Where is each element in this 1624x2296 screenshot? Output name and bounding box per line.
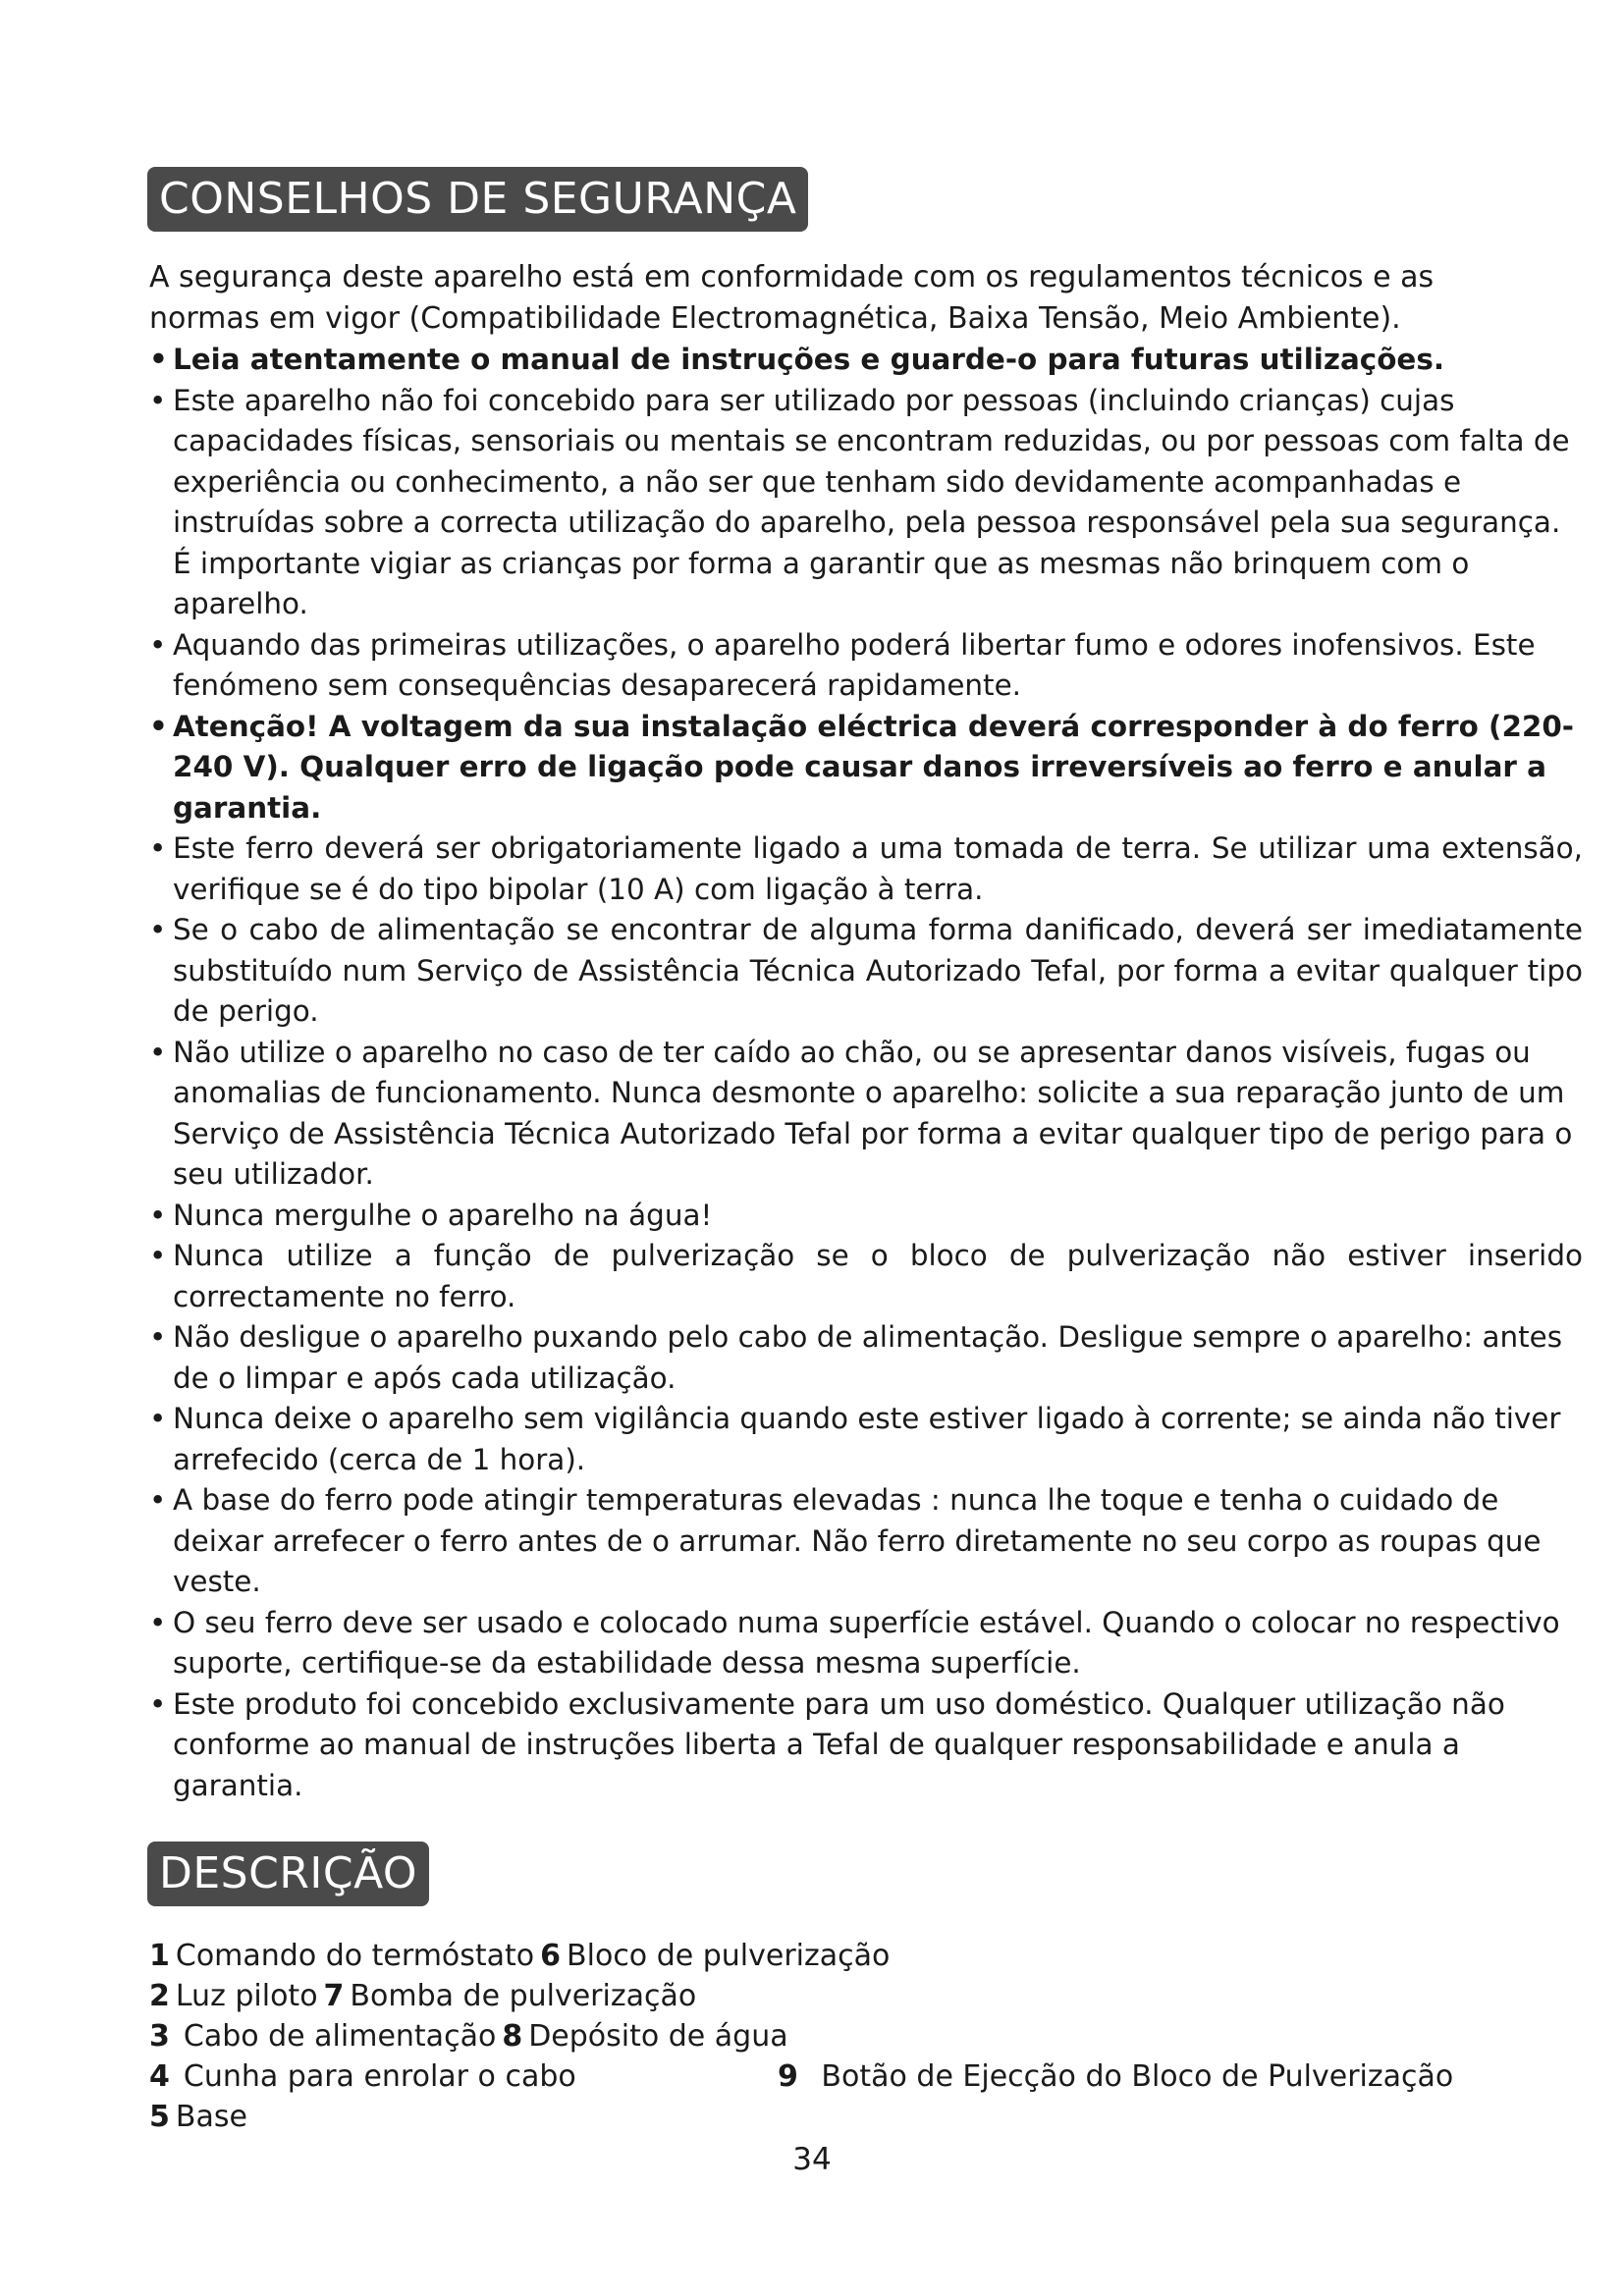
part-number: 7 <box>323 1979 345 2013</box>
safety-item: • O seu ferro deve ser usado e colocado numa superfície estável. Quando o colocar no respectivo suporte, certifique-se da estabilidade dessa mesma superfície. <box>149 1603 1583 1684</box>
safety-item: • A base do ferro pode atingir temperaturas elevadas : nunca lhe toque e tenha o cuidado de deixar arrefecer o ferro antes de o arrumar. Não ferro diretamente no seu corpo as roupas que veste. <box>149 1480 1583 1603</box>
part-number: 6 <box>540 1939 562 1973</box>
safety-item: • Este produto foi concebido exclusivamente para um uso doméstico. Qualquer utilização não conforme ao manual de instruções liberta a Tefal de qualquer responsabilidade e anula a garantia. <box>149 1684 1583 1807</box>
part-label: Cabo de alimentação <box>183 2019 497 2054</box>
part-number: 9 <box>778 2059 798 2094</box>
safety-item: • Aquando das primeiras utilizações, o aparelho poderá libertar fumo e odores inofensivos. Este fenómeno sem consequências desaparecerá rapidamente. <box>149 625 1583 707</box>
safety-item: • Atenção! A voltagem da sua instalação eléctrica deverá corresponder à do ferro (220-240 V). Qualquer erro de ligação pode causar danos irreversíveis ao ferro e anular a garantia. <box>149 707 1583 829</box>
part-label: Base <box>175 2100 247 2134</box>
part-label: Cunha para enrolar o cabo <box>183 2059 576 2094</box>
safety-item: • Não desligue o aparelho puxando pelo cabo de alimentação. Desligue sempre o aparelho: antes de o limpar e após cada utilização. <box>149 1317 1583 1399</box>
part-number: 8 <box>502 2019 523 2054</box>
safety-item: • Nunca utilize a função de pulverização se o bloco de pulverização não estiver inserido correctamente no ferro. <box>149 1236 1583 1317</box>
part-number: 5 <box>149 2100 170 2134</box>
part-label: Botão de Ejecção do Bloco de Pulverização <box>821 2059 1454 2094</box>
parts-row <box>149 2056 1524 2097</box>
parts-column-2 <box>778 2056 1453 2097</box>
safety-item: • Não utilize o aparelho no caso de ter caído ao chão, ou se apresentar danos visíveis, fugas ou anomalias de funcionamento. Nunca desmonte o aparelho: solicite a sua reparação junto de um Serviço de Assistência Técnica Autorizado Tefal por forma a evitar qualquer tipo de perigo para o seu utilizador. <box>149 1033 1583 1196</box>
safety-intro: A segurança deste aparelho está em conformidade com os regulamentos técnicos e as normas em vigor (Compatibilidade Electromagnética, Baixa Tensão, Meio Ambiente). <box>149 260 1435 336</box>
part-label: Bloco de pulverização <box>567 1939 891 1973</box>
part-number: 4 <box>149 2059 170 2094</box>
safety-item: • Nunca mergulhe o aparelho na água! <box>149 1196 1583 1237</box>
page-number: 34 <box>792 2142 832 2177</box>
parts-list <box>149 1936 1524 2137</box>
safety-list <box>149 340 1583 1806</box>
parts-row <box>149 1976 1524 2016</box>
safety-item: • Leia atentamente o manual de instruções e guarde-o para futuras utilizações. <box>149 340 1583 381</box>
part-number: 3 <box>149 2019 170 2054</box>
parts-row <box>149 2097 1524 2137</box>
part-number: 1 <box>149 1939 170 1973</box>
part-label: Luz piloto <box>175 1979 318 2013</box>
part-label: Comando do termóstato <box>175 1939 535 1973</box>
part-label: Depósito de água <box>528 2019 788 2054</box>
parts-row <box>149 1936 1524 1976</box>
safety-item: • Este aparelho não foi concebido para ser utilizado por pessoas (incluindo crianças) cujas capacidades físicas, sensoriais ou mentais se encontram reduzidas, ou por pessoas com falta de experiência ou conhecimento, a não ser que tenham sido devidamente acompanhadas e instruídas sobre a correcta utilização do aparelho, pela pessoa responsável pela sua segurança. É importante vigiar as crianças por forma a garantir que as mesmas não brinquem com o aparelho. <box>149 381 1583 625</box>
safety-item: • Nunca deixe o aparelho sem vigilância quando este estiver ligado à corrente; se ainda não tiver arrefecido (cerca de 1 hora). <box>149 1399 1583 1480</box>
safety-item: • Se o cabo de alimentação se encontrar de alguma forma danificado, deverá ser imediatamente substituído num Serviço de Assistência Técnica Autorizado Tefal, por forma a evitar qualquer tipo de perigo. <box>149 910 1583 1033</box>
parts-row <box>149 2016 1524 2056</box>
part-label: Bomba de pulverização <box>350 1979 697 2013</box>
part-number: 2 <box>149 1979 170 2013</box>
safety-heading: CONSELHOS DE SEGURANÇA <box>147 167 808 232</box>
description-heading: DESCRIÇÃO <box>147 1842 429 1906</box>
safety-item: • Este ferro deverá ser obrigatoriamente ligado a uma tomada de terra. Se utilizar uma extensão, verifique se é do tipo bipolar (10 A) com ligação à terra. <box>149 828 1583 910</box>
